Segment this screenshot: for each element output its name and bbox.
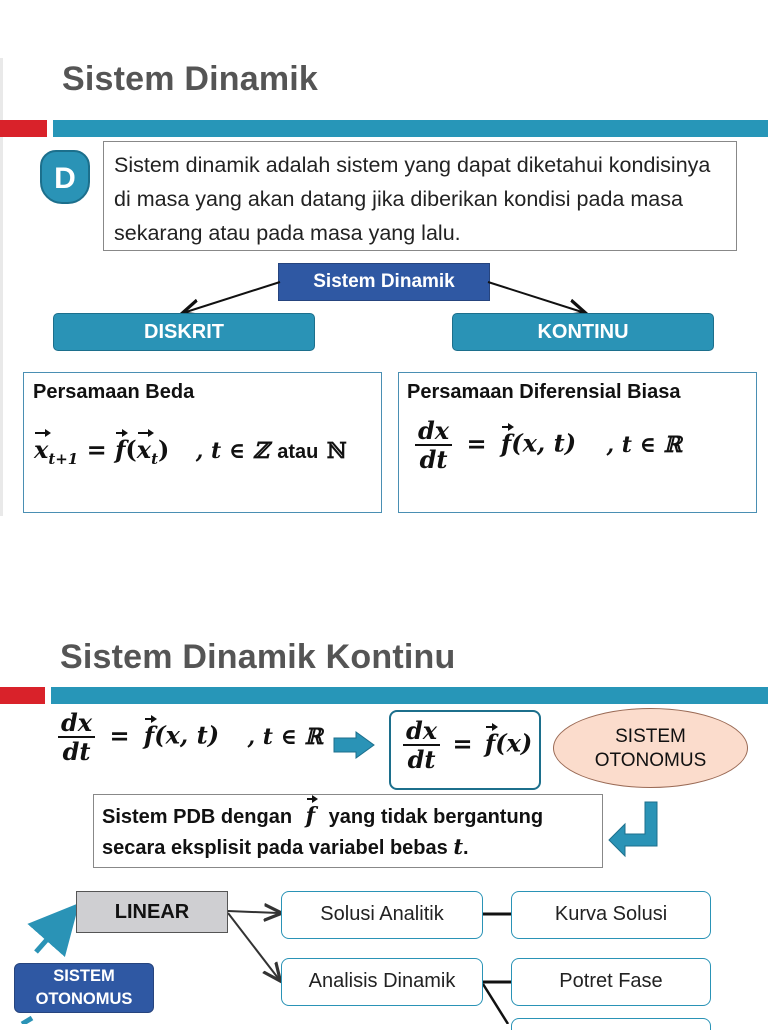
branch-kontinu bbox=[452, 313, 714, 351]
equals-sign: = bbox=[86, 435, 107, 464]
arg-subscript: t bbox=[151, 449, 159, 468]
persamaan-diferensial-title: Persamaan Diferensial Biasa bbox=[407, 381, 681, 403]
domain-r: , t ∈ ℝ bbox=[606, 431, 682, 458]
difference-equation: $x_{t+1} = f(x_t)$ , t ∈ ℤ atau ℕ bbox=[34, 435, 347, 468]
oval-line1: SISTEM bbox=[615, 726, 686, 747]
slide2-title: Sistem Dinamik Kontinu bbox=[60, 638, 456, 676]
natural-numbers: ℕ bbox=[326, 438, 347, 464]
persamaan-beda-title: Persamaan Beda bbox=[33, 381, 195, 403]
potret-fase-label: Potret Fase bbox=[559, 970, 663, 992]
derivative-numerator: dx bbox=[58, 710, 95, 738]
derivative-numerator: dx bbox=[403, 718, 440, 746]
note-text-a: Sistem PDB dengan bbox=[102, 806, 293, 828]
vec-x-lhs: x bbox=[34, 435, 49, 464]
definition-text: Sistem dinamik adalah sistem yang dapat diketahui kondisinya di masa yang akan datang jika diberikan kondisi pada masa sekarang atau pada masa yang lalu. bbox=[114, 153, 711, 245]
variable-t: t bbox=[453, 834, 464, 859]
potret-fase-box bbox=[511, 958, 711, 1006]
oval-line2: OTONOMUS bbox=[594, 750, 707, 771]
atau-word: atau bbox=[277, 441, 319, 463]
note-text-c: secara eksplisit pada variabel bebas bbox=[102, 837, 448, 859]
equals-sign: = bbox=[109, 720, 130, 750]
derivative-denominator: dt bbox=[407, 745, 436, 775]
note-period: . bbox=[463, 837, 469, 859]
function-args: (x, t) bbox=[511, 428, 577, 458]
domain-z: , t ∈ ℤ bbox=[195, 438, 269, 464]
equals-sign: = bbox=[452, 728, 473, 758]
domain-r: , t ∈ ℝ bbox=[247, 723, 323, 750]
branch-kontinu-label: KONTINU bbox=[537, 321, 629, 343]
lhs-subscript: t+1 bbox=[48, 449, 79, 468]
analisis-dinamik-label: Analisis Dinamik bbox=[308, 970, 456, 992]
linear-node bbox=[76, 891, 228, 933]
note-text-b: yang tidak bergantung bbox=[328, 806, 544, 828]
kurva-solusi-label: Kurva Solusi bbox=[554, 903, 668, 925]
solusi-analitik-box bbox=[281, 891, 483, 939]
cut-off-box bbox=[511, 1018, 711, 1030]
derivative-numerator: dx bbox=[415, 418, 452, 446]
kurva-solusi-box bbox=[511, 891, 711, 939]
derivative-fraction bbox=[415, 416, 452, 475]
linear-label: LINEAR bbox=[114, 901, 190, 923]
branch-diskrit bbox=[53, 313, 315, 351]
persamaan-beda-box bbox=[23, 372, 382, 513]
slide-sistem-dinamik-kontinu bbox=[0, 600, 768, 1024]
sistem-otonomus-node bbox=[14, 963, 154, 1013]
branch-diskrit-label: DISKRIT bbox=[144, 321, 224, 343]
vec-x-arg: x bbox=[136, 435, 152, 464]
otonomus-line2: OTONOMUS bbox=[35, 990, 133, 1008]
derivative-denominator: dt bbox=[62, 737, 91, 767]
vec-f: f bbox=[115, 435, 126, 464]
persamaan-diferensial-box bbox=[398, 372, 757, 513]
vec-f: f bbox=[484, 728, 496, 758]
vec-f: f bbox=[305, 803, 316, 829]
equals-sign: = bbox=[466, 428, 487, 458]
derivative-denominator: dt bbox=[419, 445, 448, 475]
function-args: (x, t) bbox=[154, 720, 220, 750]
differential-equation bbox=[415, 416, 682, 475]
otonomus-line1: SISTEM bbox=[53, 967, 115, 985]
vec-f: f bbox=[500, 428, 512, 458]
slide1-title: Sistem Dinamik bbox=[62, 60, 319, 98]
root-node-label: Sistem Dinamik bbox=[313, 271, 455, 292]
vec-f: f bbox=[143, 720, 155, 750]
definition-badge-letter: D bbox=[54, 162, 76, 195]
analisis-dinamik-box bbox=[281, 958, 483, 1006]
function-args: (x) bbox=[495, 728, 533, 758]
solusi-analitik-label: Solusi Analitik bbox=[320, 903, 444, 925]
